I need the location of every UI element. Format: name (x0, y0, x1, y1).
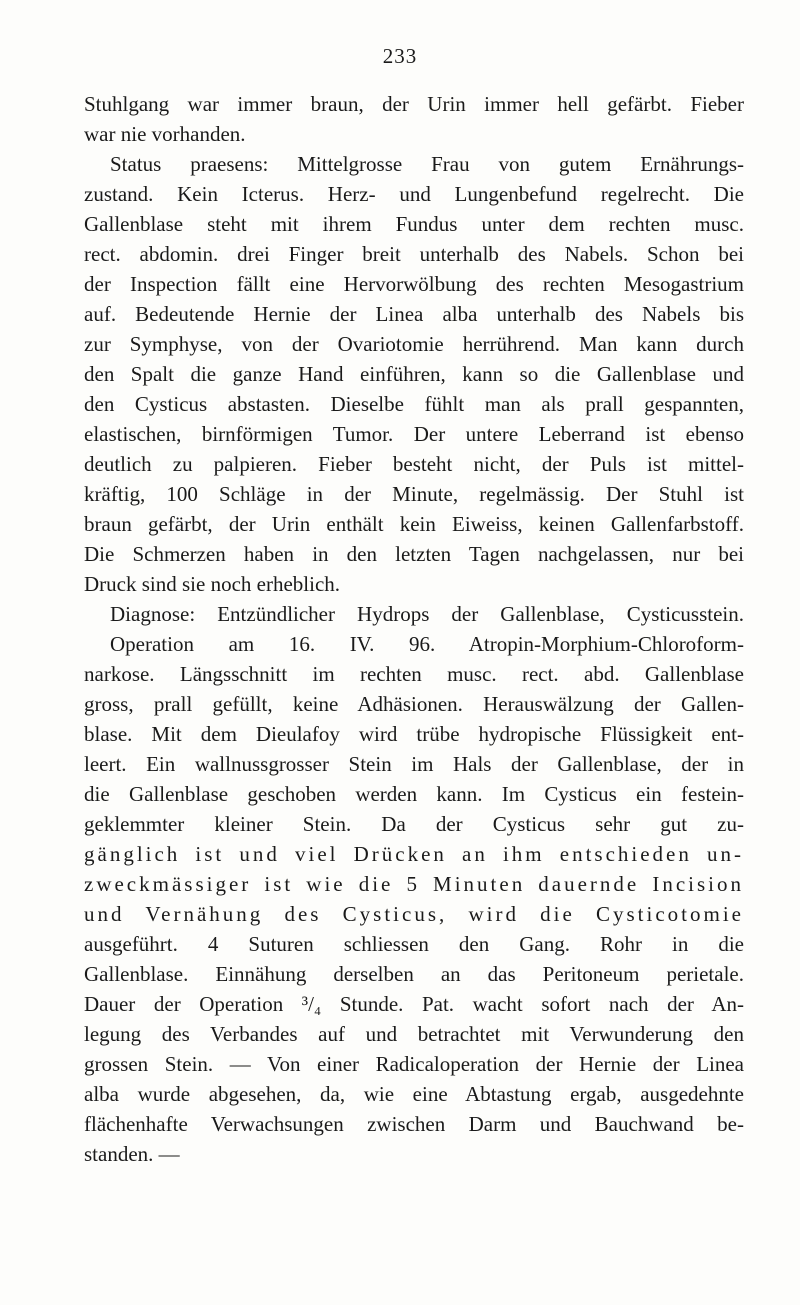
text-line: Diagnose: Entzündlicher Hydrops der Gallenblase, Cysticusstein. (110, 602, 744, 626)
text-line: Gallenblase. Einnähung derselben an das Peritoneum perietale. (84, 962, 744, 986)
text-line: der Inspection fällt eine Hervorwölbung des rechten Mesogastrium (84, 272, 744, 296)
text-line: Die Schmerzen haben in den letzten Tagen nachgelassen, nur bei (84, 542, 744, 566)
page-number: 233 (382, 44, 418, 68)
text-line: zur Symphyse, von der Ovariotomie herrührend. Man kann durch (84, 332, 744, 356)
text-line: narkose. Längsschnitt im rechten musc. rect. abd. Gallenblase (84, 662, 744, 686)
text-line: zustand. Kein Icterus. Herz- und Lungenbefund regelrecht. Die (84, 182, 744, 206)
text-line: Stuhlgang war immer braun, der Urin immer hell gefärbt. Fieber (84, 92, 744, 116)
body-text (84, 89, 744, 1169)
text-line: ausgeführt. 4 Suturen schliessen den Gang. Rohr in die (84, 932, 744, 956)
text-line: den Cysticus abstasten. Dieselbe fühlt man als prall gespannten, (84, 392, 744, 416)
text-line: elastischen, birnförmigen Tumor. Der untere Leberrand ist ebenso (84, 422, 744, 446)
text-line: gross, prall gefüllt, keine Adhäsionen. Herauswälzung der Gallen- (84, 692, 744, 716)
text-line: auf. Bedeutende Hernie der Linea alba unterhalb des Nabels bis (84, 302, 744, 326)
text-line: Operation am 16. IV. 96. Atropin-Morphium-Chloroform- (110, 632, 744, 656)
text-line: Dauer der Operation ³/₄ Stunde. Pat. wacht sofort nach der An- (84, 992, 744, 1016)
text-line: deutlich zu palpieren. Fieber besteht nicht, der Puls ist mittel- (84, 452, 744, 476)
text-line: leert. Ein wallnussgrosser Stein im Hals der Gallenblase, der in (84, 752, 744, 776)
text-line: Status praesens: Mittelgrosse Frau von gutem Ernährungs- (110, 152, 744, 176)
text-line: war nie vorhanden. (84, 122, 246, 146)
text-line: kräftig, 100 Schläge in der Minute, regelmässig. Der Stuhl ist (84, 482, 744, 506)
text-line: standen. — (84, 1142, 180, 1166)
text-line: blase. Mit dem Dieulafoy wird trübe hydropische Flüssigkeit ent- (84, 722, 744, 746)
text-line: gänglich ist und viel Drücken an ihm entschieden un- (84, 842, 744, 866)
text-line: flächenhafte Verwachsungen zwischen Darm und Bauchwand be- (84, 1112, 744, 1136)
text-line: Druck sind sie noch erheblich. (84, 572, 341, 596)
text-line: grossen Stein. — Von einer Radicaloperation der Hernie der Linea (84, 1052, 744, 1076)
text-line: rect. abdomin. drei Finger breit unterhalb des Nabels. Schon bei (84, 242, 744, 266)
text-line: die Gallenblase geschoben werden kann. Im Cysticus ein festein- (84, 782, 744, 806)
text-line: alba wurde abgesehen, da, wie eine Abtastung ergab, ausgedehnte (84, 1082, 744, 1106)
text-line: zweckmässiger ist wie die 5 Minuten dauernde Incision (84, 872, 744, 896)
text-line: den Spalt die ganze Hand einführen, kann so die Gallenblase und (84, 362, 744, 386)
text-line: geklemmter kleiner Stein. Da der Cysticus sehr gut zu- (84, 812, 744, 836)
text-line: Gallenblase steht mit ihrem Fundus unter dem rechten musc. (84, 212, 744, 236)
text-line: braun gefärbt, der Urin enthält kein Eiweiss, keinen Gallenfarbstoff. (84, 512, 744, 536)
text-line: und Vernähung des Cysticus, wird die Cysticotomie (84, 902, 744, 926)
text-line: legung des Verbandes auf und betrachtet mit Verwunderung den (84, 1022, 744, 1046)
